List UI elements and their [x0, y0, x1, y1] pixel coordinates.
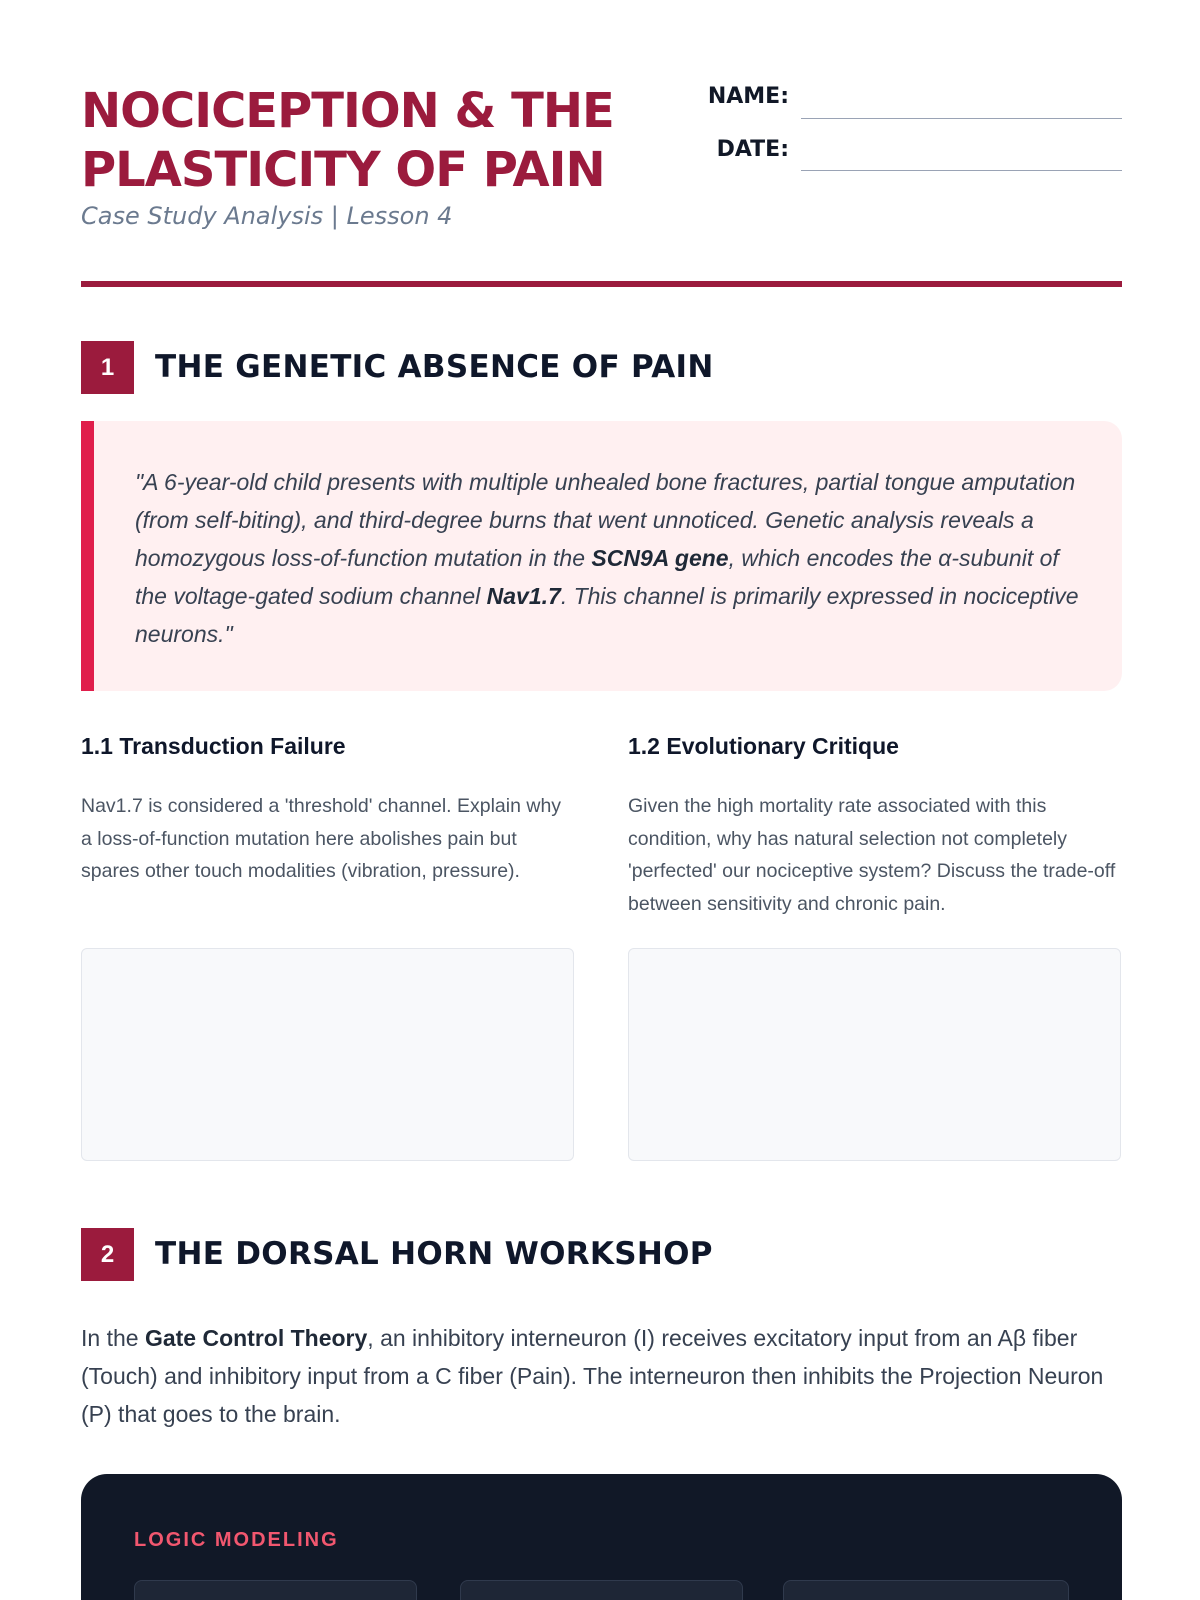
intro-theory-name: Gate Control Theory — [144, 1325, 368, 1351]
question-prompt: Nav1.7 is considered a 'threshold' channel. Explain why a loss-of-function mutation here abolishes pain but spares other touch modalities (vibration, pressure). — [81, 795, 562, 882]
question-1-1 — [81, 733, 574, 888]
case-quote-text — [135, 463, 1082, 653]
date-line[interactable] — [801, 170, 1122, 171]
logic-card[interactable] — [783, 1580, 1069, 1600]
answer-box-1-1[interactable] — [81, 948, 574, 1161]
section-1-heading — [81, 341, 1122, 394]
name-line[interactable] — [801, 118, 1122, 119]
logic-card[interactable] — [134, 1580, 417, 1600]
quote-text-part: . This channel is primarily expressed in nociceptive neurons." — [135, 583, 1079, 647]
intro-text-part: In the — [81, 1325, 145, 1351]
quote-text-part: , which encodes the α-subunit of the voltage-gated sodium channel — [135, 545, 1059, 609]
question-title: 1.2 Evolutionary Critique — [628, 733, 899, 759]
section-title: THE DORSAL HORN WORKSHOP — [155, 1236, 713, 1272]
question-prompt: Given the high mortality rate associated with this condition, why has natural selection not completely 'perfected' our nociceptive system? Discuss the trade-off between sensitivity and chronic pain. — [628, 795, 1116, 915]
logic-card[interactable] — [460, 1580, 743, 1600]
name-label: NAME: — [707, 84, 789, 109]
quote-gene-name: SCN9A gene — [591, 545, 729, 571]
quote-channel-name: Nav1.7 — [486, 583, 561, 609]
worksheet-header — [81, 82, 1122, 242]
page-subtitle: Case Study Analysis | Lesson 4 — [81, 202, 453, 230]
title-line-2: PLASTICITY OF PAIN — [81, 142, 605, 198]
section-2-intro — [81, 1319, 1122, 1433]
date-label: DATE: — [716, 137, 789, 162]
intro-text-part: , an inhibitory interneuron (I) receives excitatory input from an Aβ fiber (Touch) and inhibitory input from a C fiber (Pain). The interneuron then inhibits the Projection Neuron (P) that goes to the brain. — [81, 1325, 1104, 1427]
quote-text-part: "A 6-year-old child presents with multiple unhealed bone fractures, partial tongue amputation (from self-biting), and third-degree burns that went unnoticed. Genetic analysis reveals a homozygous loss-of-function mutation in the — [135, 469, 1076, 571]
name-field — [81, 84, 1122, 124]
date-field — [81, 137, 1122, 177]
section-number-badge: 2 — [81, 1228, 134, 1281]
case-quote — [81, 421, 1122, 691]
header-divider — [81, 281, 1122, 287]
section-2-heading — [81, 1228, 1122, 1281]
title-line-1: NOCICEPTION & THE — [81, 83, 614, 139]
section-number-badge: 1 — [81, 341, 134, 394]
logic-modeling-panel — [81, 1474, 1122, 1600]
answer-box-1-2[interactable] — [628, 948, 1121, 1161]
section-title: THE GENETIC ABSENCE OF PAIN — [155, 349, 714, 385]
question-title: 1.1 Transduction Failure — [81, 733, 346, 759]
panel-label: LOGIC MODELING — [134, 1529, 339, 1551]
question-1-2 — [628, 733, 1121, 920]
